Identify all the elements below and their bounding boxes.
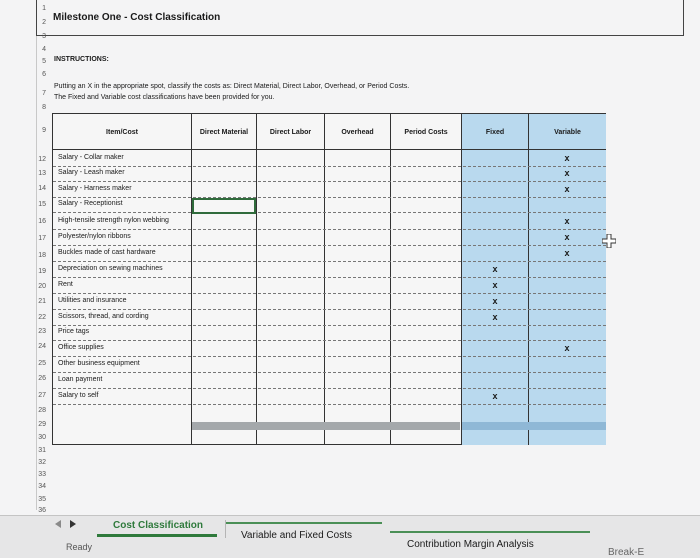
row-number[interactable]: 16	[38, 218, 46, 225]
row-number[interactable]: 27	[38, 392, 46, 399]
row-number[interactable]: 35	[38, 496, 46, 503]
table-footer-band-blue	[462, 422, 606, 430]
row-divider	[53, 261, 606, 262]
table-row-item[interactable]: Scissors, thread, and cording	[58, 313, 149, 320]
header-variable: Variable	[554, 128, 581, 136]
table-row-item[interactable]: Salary - Harness maker	[58, 185, 132, 192]
column-divider	[324, 114, 325, 445]
row-number[interactable]: 19	[38, 268, 46, 275]
header-overhead: Overhead	[341, 128, 374, 136]
column-divider	[191, 114, 192, 445]
table-row-item[interactable]: Salary - Collar maker	[58, 154, 124, 161]
column-divider	[256, 114, 257, 445]
row-number[interactable]: 18	[38, 252, 46, 259]
row-number[interactable]: 8	[42, 104, 46, 111]
table-row-item[interactable]: Rent	[58, 281, 73, 288]
variable-mark[interactable]: x	[564, 248, 570, 258]
selected-cell[interactable]	[192, 198, 256, 214]
row-divider	[53, 166, 606, 167]
table-row-item[interactable]: Office supplies	[58, 344, 104, 351]
table-row-item[interactable]: High-tensile strength nylon webbing	[58, 217, 169, 224]
row-number[interactable]: 17	[38, 235, 46, 242]
row-divider	[53, 388, 606, 389]
header-direct-labor: Direct Labor	[269, 128, 312, 136]
header-fixed: Fixed	[485, 128, 505, 136]
table-row-item[interactable]: Loan payment	[58, 376, 103, 383]
row-number[interactable]: 29	[38, 421, 46, 428]
row-number[interactable]: 3	[42, 33, 46, 40]
variable-mark[interactable]: x	[564, 153, 570, 163]
instructions-line-2: The Fixed and Variable cost classifications have been provided for you.	[54, 94, 275, 101]
tab-cost-classification[interactable]: Cost Classification	[113, 520, 204, 531]
table-row-item[interactable]: Salary to self	[58, 392, 99, 399]
row-number[interactable]: 34	[38, 483, 46, 490]
row-number[interactable]: 32	[38, 459, 46, 466]
row-number[interactable]: 13	[38, 170, 46, 177]
variable-mark[interactable]: x	[564, 216, 570, 226]
row-number[interactable]: 7	[42, 90, 46, 97]
row-number[interactable]: 24	[38, 343, 46, 350]
variable-mark[interactable]: x	[564, 343, 570, 353]
row-number[interactable]: 36	[38, 507, 46, 514]
fixed-mark[interactable]: x	[492, 391, 498, 401]
fixed-mark[interactable]: x	[492, 312, 498, 322]
sheet-title: Milestone One - Cost Classification	[53, 12, 221, 23]
row-divider	[53, 212, 606, 213]
row-divider	[53, 356, 606, 357]
row-number[interactable]: 33	[38, 471, 46, 478]
row-number[interactable]: 31	[38, 447, 46, 454]
row-number[interactable]: 21	[38, 298, 46, 305]
table-row-item[interactable]: Salary - Leash maker	[58, 169, 125, 176]
table-row-item[interactable]: Utilities and insurance	[58, 297, 127, 304]
classification-table	[52, 113, 606, 445]
tab-break-even[interactable]: Break-E	[608, 547, 645, 558]
table-footer-band	[192, 422, 460, 430]
row-divider	[53, 340, 606, 341]
row-number[interactable]: 22	[38, 314, 46, 321]
instructions-heading: INSTRUCTIONS:	[54, 56, 109, 63]
variable-mark[interactable]: x	[564, 184, 570, 194]
row-divider	[53, 245, 606, 246]
row-divider	[53, 404, 606, 405]
table-row-item[interactable]: Buckles made of cast hardware	[58, 249, 156, 256]
row-number[interactable]: 20	[38, 283, 46, 290]
fixed-mark[interactable]: x	[492, 264, 498, 274]
table-row-item[interactable]: Depreciation on sewing machines	[58, 265, 163, 272]
row-divider	[53, 372, 606, 373]
row-number[interactable]: 26	[38, 375, 46, 382]
row-number[interactable]: 4	[42, 46, 46, 53]
row-number[interactable]: 9	[42, 127, 46, 134]
fixed-mark[interactable]: x	[492, 280, 498, 290]
row-number[interactable]: 15	[38, 201, 46, 208]
status-text: Ready	[66, 542, 93, 552]
table-row-item[interactable]: Price tags	[58, 328, 90, 335]
variable-mark[interactable]: x	[564, 168, 570, 178]
column-divider	[461, 114, 462, 445]
triangle-right-icon[interactable]	[68, 519, 78, 529]
row-number[interactable]: 12	[38, 156, 46, 163]
variable-mark[interactable]: x	[564, 232, 570, 242]
header-period-costs: Period Costs	[404, 128, 448, 136]
column-divider	[390, 114, 391, 445]
table-row-item[interactable]: Salary - Receptionist	[58, 200, 123, 207]
row-number[interactable]: 25	[38, 360, 46, 367]
row-number[interactable]: 30	[38, 434, 46, 441]
tab-accent	[390, 531, 590, 533]
row-divider	[53, 197, 606, 198]
row-number[interactable]: 1	[42, 5, 46, 12]
row-divider	[53, 229, 606, 230]
row-number[interactable]: 23	[38, 328, 46, 335]
active-tab-underline	[97, 534, 217, 537]
triangle-left-icon[interactable]	[53, 519, 63, 529]
tab-contribution-margin-analysis[interactable]: Contribution Margin Analysis	[407, 539, 534, 550]
table-row-item[interactable]: Polyester/nylon ribbons	[58, 233, 131, 240]
row-number[interactable]: 2	[42, 19, 46, 26]
row-divider	[53, 277, 606, 278]
cell-cursor-plus-icon	[602, 234, 616, 248]
tab-variable-fixed-costs[interactable]: Variable and Fixed Costs	[241, 530, 352, 541]
tab-accent	[226, 522, 382, 524]
header-direct-material: Direct Material	[199, 128, 249, 136]
row-number[interactable]: 6	[42, 71, 46, 78]
row-number[interactable]: 5	[42, 58, 46, 65]
table-row-item[interactable]: Other business equipment	[58, 360, 140, 367]
instructions-line-1: Putting an X in the appropriate spot, classify the costs as: Direct Material, Direct Labor, Overhead, or Period Costs.	[54, 83, 410, 90]
row-divider	[53, 293, 606, 294]
fixed-mark[interactable]: x	[492, 296, 498, 306]
header-divider	[53, 149, 606, 150]
row-divider	[53, 181, 606, 182]
row-divider	[53, 309, 606, 310]
row-number[interactable]: 14	[38, 185, 46, 192]
variable-column-fill	[528, 114, 606, 445]
row-divider	[53, 325, 606, 326]
row-number[interactable]: 28	[38, 407, 46, 414]
column-divider	[528, 114, 529, 445]
header-item-cost: Item/Cost	[106, 128, 138, 136]
